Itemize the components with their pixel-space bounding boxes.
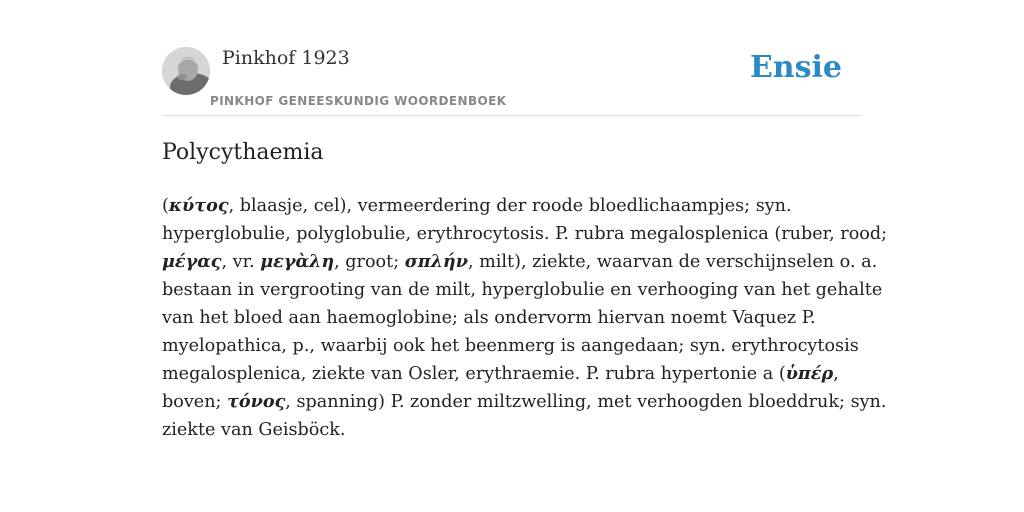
definition-line [162, 388, 887, 416]
definition-text: , milt), ziekte, waarvan de verschijnselen o. a. [467, 252, 878, 272]
definition-line [162, 416, 867, 444]
definition-line [162, 360, 867, 388]
greek-term: μέγας [162, 251, 222, 272]
definition-text: ( [162, 196, 169, 216]
definition-text: bestaan in vergrooting van de milt, hyperglobulie en verhooging van het gehalte [162, 280, 883, 300]
definition-text: , spanning) P. zonder miltzwelling, met verhoogden bloeddruk; syn. [285, 392, 887, 412]
greek-term: σπλήν [404, 251, 468, 272]
dictionary-subtitle[interactable]: PINKHOF GENEESKUNDIG WOORDENBOEK [210, 94, 507, 108]
author-avatar[interactable] [162, 47, 210, 95]
definition-line [162, 220, 888, 248]
definition-line [162, 304, 867, 332]
definition-line [162, 332, 867, 360]
definition-text: , groot; [334, 252, 405, 272]
entry-definition [162, 192, 888, 444]
definition-text: boven; [162, 392, 228, 412]
portrait-icon [162, 47, 210, 95]
definition-text: , vr. [221, 252, 261, 272]
definition-text: , blaasje, cel), vermeerdering der roode bloedlichaampjes; syn. [228, 196, 792, 216]
ensie-logo[interactable]: Ensie [749, 50, 842, 85]
definition-line [162, 276, 883, 304]
author-name[interactable]: Pinkhof 1923 [222, 47, 350, 69]
definition-line [162, 248, 878, 276]
header [162, 46, 862, 116]
greek-term: μεγὰλη [260, 251, 335, 272]
definition-text: van het bloed aan haemoglobine; als ondervorm hiervan noemt Vaquez P. [162, 308, 816, 328]
definition-text: , [833, 364, 839, 384]
definition-line [162, 192, 867, 220]
greek-term: ὑπέρ [785, 363, 834, 384]
definition-text: ziekte van Geisböck. [162, 420, 346, 440]
definition-text: myelopathica, p., waarbij ook het beenmerg is aangedaan; syn. erythrocytosis [162, 336, 859, 356]
entry-title: Polycythaemia [162, 140, 324, 165]
greek-term: κύτος [168, 195, 229, 216]
definition-text: hyperglobulie, polyglobulie, erythrocytosis. P. rubra megalosplenica (ruber, rood; [162, 224, 888, 244]
definition-text: megalosplenica, ziekte van Osler, erythraemie. P. rubra hypertonie a ( [162, 364, 786, 384]
greek-term: τόνος [227, 391, 286, 412]
